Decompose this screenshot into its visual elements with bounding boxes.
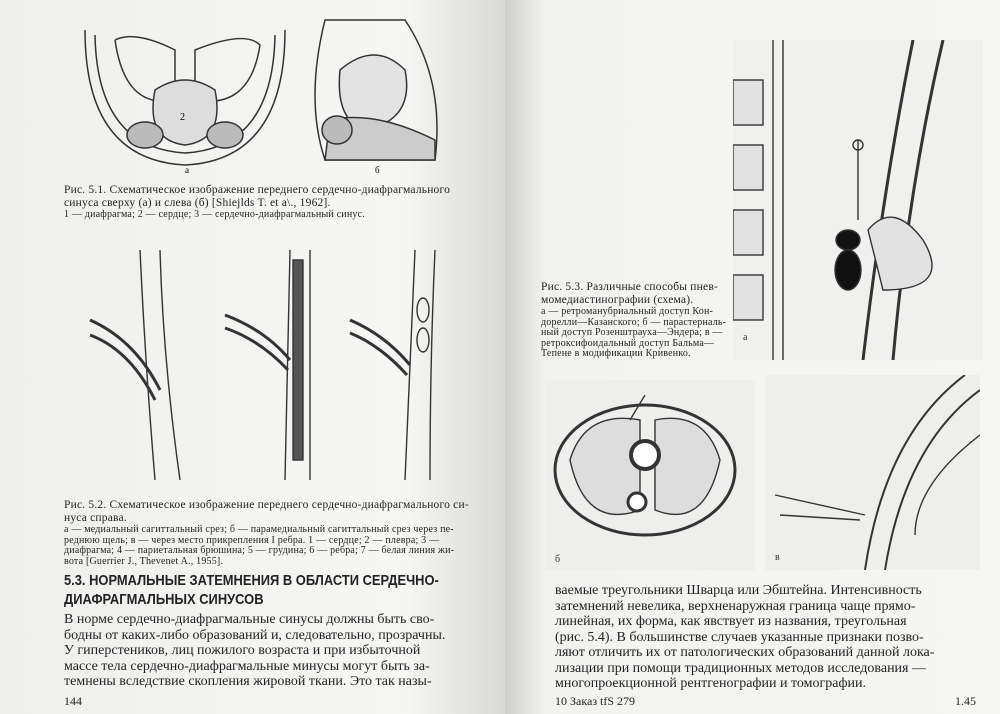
text-line: затемнений невелика, верхненаружная граница чаще прямо- <box>555 598 916 614</box>
legend-line: а — медиальный сагиттальный срез; б — парамедиальный сагиттальный срез через пе- <box>64 524 454 535</box>
text-line: массе тела сердечно-диафрагмальные минусы могут быть за- <box>64 658 430 674</box>
text-line: (рис. 5.4). В большинстве случаев указанные признаки позво- <box>555 629 924 645</box>
legend-line: Тепене в модификации Кривенко. <box>541 348 691 359</box>
legend-line: реднюю щель; в — через место прикрепления I ребра. 1 — сердце; 2 — плевра; 3 — <box>64 534 440 546</box>
panel-label-b: б <box>555 554 561 565</box>
text-line: В норме сердечно-диафрагмальные синусы должны быть сво- <box>64 612 435 627</box>
text-line: ляют отличить их от патологических образований данной лока- <box>555 645 935 660</box>
caption-line: Рис. 5.3. Различные способы пнев- <box>541 281 718 293</box>
legend-line: дорелли—Казанского; б — парастерналь- <box>541 316 727 328</box>
legend-line: а — ретроманубриальный доступ Кон- <box>541 306 714 317</box>
text-line: лизации при помощи традиционных методов исследования — <box>555 660 926 676</box>
caption-line: Рис. 5.1. Схематическое изображение переднего сердечно-диафрагмального <box>64 184 451 196</box>
figure-5-2-caption <box>64 499 489 567</box>
figure-5-2-illustration <box>85 240 485 490</box>
right-page <box>505 0 1000 714</box>
figure-5-3a-illustration <box>733 40 983 360</box>
caption-line: нуса справа. <box>64 512 127 524</box>
section-heading <box>64 571 494 609</box>
figure-5-3-caption <box>541 281 731 360</box>
fig-label-a: а <box>185 165 189 175</box>
body-text <box>64 612 489 690</box>
panel-label-c: в <box>775 552 780 563</box>
body-text <box>555 583 980 692</box>
text-line: ваемые треугольники Шварца или Эбштейна. Интенсивность <box>555 583 922 598</box>
legend-line: вота [Guerrier J., Thevenet A., 1955]. <box>64 555 224 567</box>
text-line: У гиперстеников, лиц пожилого возраста и при избыточной <box>64 643 421 658</box>
figure-5-1-legend: 1 — диафрагма; 2 — сердце; 3 — сердечно-диафрагмальный синус. <box>64 209 365 220</box>
legend-line: диафрагма; 4 — париетальная брюшина; 5 — грудина; 6 — ребра; 7 — белая линия жи- <box>64 545 455 556</box>
figure-5-1-illustration <box>75 10 455 175</box>
legend-line: ный доступ Розенштрауха—Эндера; в — <box>541 327 723 338</box>
figure-5-3c-illustration <box>765 375 980 570</box>
caption-line: синуса сверху (а) и слева (б) [Shiejlds T. et a\., 1962]. <box>64 197 331 209</box>
legend-line: ретроксифоидальный доступ Бальма— <box>541 337 715 349</box>
text-line: бодны от каких-либо образований и, следовательно, прозрачны. <box>64 627 446 643</box>
text-line: линейная, их форма, как явствует из названия, треугольная <box>555 614 907 629</box>
heading-line: ДИАФРАГМАЛЬНЫХ СИНУСОВ <box>64 591 264 608</box>
fig-label-2: 2 <box>180 112 185 123</box>
page-number: 144 <box>64 694 82 708</box>
caption-line: момедиастинографии (схема). <box>541 294 694 306</box>
fig-label-b: б <box>375 165 380 175</box>
panel-label-a: а <box>743 332 748 343</box>
page-number: 1.45 <box>955 694 976 708</box>
heading-line: 5.3. НОРМАЛЬНЫЕ ЗАТЕМНЕНИЯ В ОБЛАСТИ СЕРДЕЧНО- <box>64 572 439 589</box>
caption-line: Рис. 5.2. Схематическое изображение переднего сердечно-диафрагмального си- <box>64 499 469 511</box>
figure-5-3b-illustration <box>545 380 755 570</box>
printer-footer: 10 Заказ tfS 279 <box>555 694 636 708</box>
figure-5-1-caption <box>64 184 484 221</box>
text-line: темнены вследствие скопления жировой ткани. Это так назы- <box>64 674 432 689</box>
text-line: многопроекционной рентгенографии и томографии. <box>555 676 867 691</box>
